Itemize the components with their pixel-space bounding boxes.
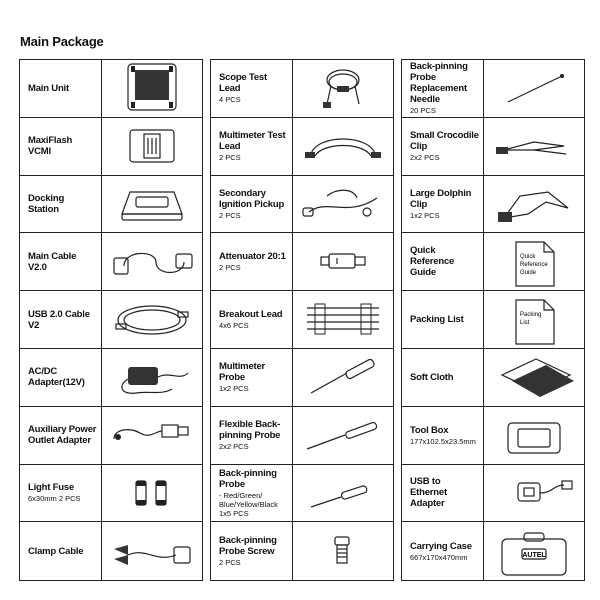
item-name: Large Dolphin Clip [410, 187, 472, 210]
package-item [211, 60, 393, 118]
item-label-cell [211, 522, 293, 580]
coiled-lead-icon [297, 62, 389, 114]
item-name: USB to Ethernet Adapter [410, 476, 447, 510]
vcmi-box-icon [106, 120, 198, 172]
item-label-cell [211, 233, 293, 290]
item-image-cell [102, 349, 202, 406]
item-quantity: 6x30mm 2 PCS [28, 494, 81, 504]
package-item [211, 118, 393, 176]
item-image-cell [484, 465, 584, 522]
item-image-cell [102, 60, 202, 117]
item-label-cell [211, 291, 293, 348]
item-name: Main Unit [28, 82, 69, 94]
item-quantity: 667x170x470mm [410, 552, 468, 562]
package-item [20, 291, 202, 349]
package-item [402, 522, 584, 580]
item-name: Back-pinning Probe [219, 467, 277, 490]
item-image-cell [293, 522, 393, 580]
item-image-cell [293, 291, 393, 348]
package-item [20, 233, 202, 291]
fuse-icon [106, 467, 198, 519]
item-label-cell [402, 176, 484, 233]
carrying-case-icon [488, 525, 580, 577]
item-label-cell [402, 522, 484, 580]
item-image-cell [484, 60, 584, 117]
attenuator-icon [297, 236, 389, 288]
clamp-cable-icon [106, 525, 198, 577]
item-name: Soft Cloth [410, 371, 454, 383]
page-title: Main Package [20, 34, 104, 49]
package-item [402, 407, 584, 465]
package-item [211, 176, 393, 234]
item-name: Flexible Back-pinning Probe [219, 419, 281, 442]
item-label-cell [20, 465, 102, 522]
item-image-cell [102, 465, 202, 522]
dolphin-clip-icon [488, 178, 580, 230]
item-name: Main Cable V2.0 [28, 250, 77, 273]
document-label: Quick [520, 253, 536, 260]
item-name: Carrying Case [410, 540, 472, 552]
item-name: Back-pinning Probe Screw [219, 535, 277, 558]
package-item [402, 60, 584, 118]
item-name: Multimeter Probe [219, 361, 266, 384]
power-adapter-icon [106, 351, 198, 403]
item-image-cell [293, 233, 393, 290]
package-column [19, 59, 203, 581]
item-image-cell [484, 291, 584, 348]
item-name: Auxiliary Power Outlet Adapter [28, 424, 97, 447]
cloth-icon [488, 351, 580, 403]
package-item [20, 118, 202, 176]
item-label-cell [402, 407, 484, 464]
item-name: Scope Test Lead [219, 72, 267, 95]
item-image-cell [293, 349, 393, 406]
item-label-cell [20, 407, 102, 464]
item-label-cell [20, 60, 102, 117]
needle-icon [488, 62, 580, 114]
item-label-cell [211, 118, 293, 175]
item-image-cell [102, 176, 202, 233]
item-label-cell [211, 349, 293, 406]
item-label-cell [402, 349, 484, 406]
item-label-cell [211, 407, 293, 464]
item-label-cell [402, 465, 484, 522]
probe-icon [297, 351, 389, 403]
case-logo: AUTEL [522, 552, 546, 560]
flexible-probe-icon [297, 409, 389, 461]
document-label: Reference [520, 261, 548, 268]
item-image-cell [293, 407, 393, 464]
item-image-cell [293, 118, 393, 175]
item-image-cell [484, 118, 584, 175]
item-label-cell [211, 176, 293, 233]
item-quantity: 177x102.5x23.5mm [410, 436, 476, 446]
crocodile-clip-icon [488, 120, 580, 172]
package-item [211, 522, 393, 580]
item-label-cell [20, 291, 102, 348]
item-image-cell [102, 407, 202, 464]
package-item [20, 522, 202, 580]
package-item [211, 349, 393, 407]
package-item [20, 176, 202, 234]
item-name: AC/DC Adapter(12V) [28, 366, 85, 389]
package-item [20, 349, 202, 407]
item-image-cell [102, 291, 202, 348]
item-name: Secondary Ignition Pickup [219, 187, 285, 210]
package-item [20, 60, 202, 118]
item-quantity: 20 PCS [410, 106, 436, 116]
package-item [402, 176, 584, 234]
document-label: Guide [520, 269, 537, 276]
package-item [402, 349, 584, 407]
item-name: USB 2.0 Cable V2 [28, 308, 90, 331]
item-quantity: 1x2 PCS [219, 384, 249, 394]
package-item [211, 407, 393, 465]
item-quantity: 2 PCS [219, 263, 241, 273]
item-image-cell [484, 349, 584, 406]
item-quantity: 2x2 PCS [219, 442, 249, 452]
item-label-cell [211, 60, 293, 117]
package-item [20, 407, 202, 465]
breakout-lead-icon [297, 294, 389, 346]
item-quantity: 2 PCS [219, 210, 241, 220]
item-quantity: 2x2 PCS [410, 153, 440, 163]
ignition-pickup-icon [297, 178, 389, 230]
package-item [402, 233, 584, 291]
obd-cable-icon [106, 236, 198, 288]
item-name: Clamp Cable [28, 545, 84, 557]
usb-cable-icon [106, 294, 198, 346]
item-image-cell [484, 233, 584, 290]
package-item [402, 465, 584, 523]
package-column [401, 59, 585, 581]
package-column [210, 59, 394, 581]
item-name: Tool Box [410, 424, 449, 436]
item-name: Breakout Lead [219, 309, 283, 321]
item-name: Back-pinning Probe Replacement Needle [410, 61, 468, 106]
item-label-cell [20, 176, 102, 233]
item-image-cell [293, 176, 393, 233]
item-quantity: - Red/Green/ Blue/Yellow/Black 1x5 PCS [219, 490, 278, 518]
docking-station-icon [106, 178, 198, 230]
backpin-probe-icon [297, 467, 389, 519]
item-name: Quick Reference Guide [410, 245, 455, 279]
document-label: Packing [520, 311, 542, 318]
item-image-cell [102, 118, 202, 175]
item-quantity: 4 PCS [219, 95, 241, 105]
package-item [402, 118, 584, 176]
item-quantity: 1x2 PCS [410, 210, 440, 220]
item-name: Small Crocodile Clip [410, 130, 479, 153]
item-name: Docking Station [28, 192, 65, 215]
tablet-icon [106, 62, 198, 114]
item-label-cell [402, 60, 484, 117]
item-label-cell [20, 349, 102, 406]
package-item [20, 465, 202, 523]
item-quantity: 4x6 PCS [219, 321, 249, 331]
item-label-cell [20, 118, 102, 175]
item-name: Light Fuse [28, 482, 75, 494]
item-name: Attenuator 20:1 [219, 251, 286, 263]
document-label: List [520, 319, 530, 326]
packing-list-icon [488, 294, 580, 346]
item-image-cell [293, 60, 393, 117]
item-name: Packing List [410, 314, 464, 326]
item-image-cell [484, 522, 584, 580]
item-image-cell [484, 176, 584, 233]
item-label-cell [211, 465, 293, 522]
item-label-cell [402, 233, 484, 290]
probe-screw-icon [297, 525, 389, 577]
package-item [211, 291, 393, 349]
item-image-cell [102, 522, 202, 580]
item-image-cell [102, 233, 202, 290]
test-lead-icon [297, 120, 389, 172]
item-label-cell [20, 522, 102, 580]
item-name: Multimeter Test Lead [219, 130, 286, 153]
item-image-cell [293, 465, 393, 522]
item-image-cell [484, 407, 584, 464]
item-quantity: 2 PCS [219, 558, 241, 568]
package-item [211, 465, 393, 523]
package-item [402, 291, 584, 349]
cigarette-adapter-icon [106, 409, 198, 461]
guide-document-icon [488, 236, 580, 288]
item-label-cell [20, 233, 102, 290]
package-item [211, 233, 393, 291]
tool-box-icon [488, 409, 580, 461]
usb-ethernet-icon [488, 467, 580, 519]
item-label-cell [402, 291, 484, 348]
item-label-cell [402, 118, 484, 175]
item-quantity: 2 PCS [219, 153, 241, 163]
item-name: MaxiFlash VCMI [28, 135, 73, 158]
